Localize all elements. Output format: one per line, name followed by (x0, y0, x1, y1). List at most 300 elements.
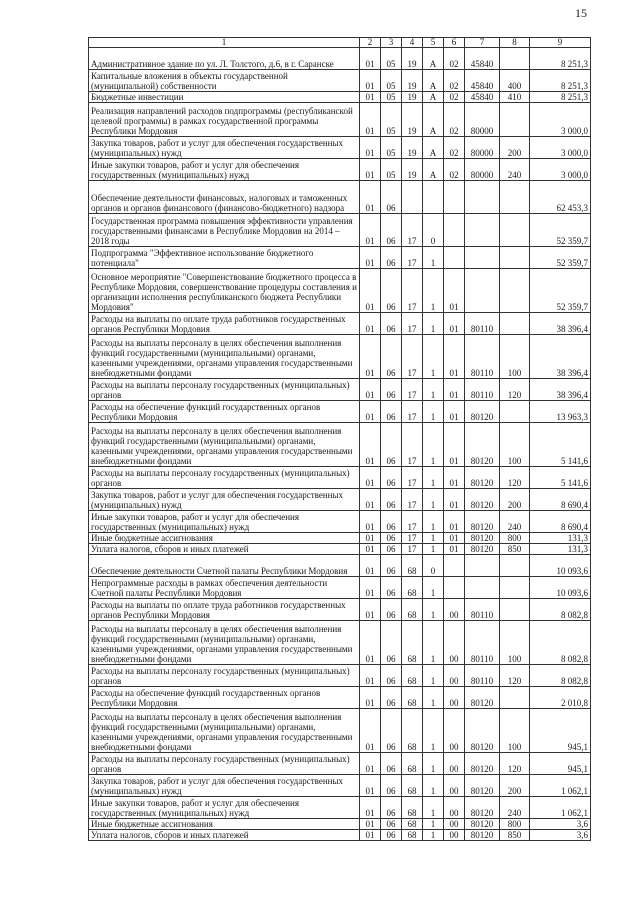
table-row (89, 214, 591, 247)
code-cell: 80120 (465, 423, 500, 467)
code-cell: 06 (381, 511, 402, 533)
table-row (89, 103, 591, 137)
row-name-cell: Иные закупки товаров, работ и услуг для обеспечения государственных (муниципальных) нужд (89, 159, 360, 181)
row-name-cell: Расходы на обеспечение функций государственных органов Республики Мордовия (89, 401, 360, 423)
code-cell: 1 (423, 709, 444, 753)
row-name-cell: Иные бюджетные ассигнования (89, 819, 360, 830)
code-cell: 19 (402, 137, 423, 159)
table-row (89, 819, 591, 830)
code-cell: 01 (360, 48, 381, 70)
code-cell: 19 (402, 159, 423, 181)
code-cell: 01 (444, 379, 465, 401)
code-cell: 240 (500, 159, 530, 181)
row-name-cell: Иные закупки товаров, работ и услуг для обеспечения государственных (муниципальных) нужд (89, 511, 360, 533)
amount-cell: 3,6 (530, 830, 591, 841)
row-name-cell: Реализация направлений расходов подпрограммы (республиканской целевой программы) в рамках государственной программы Республики Мордовия (89, 103, 360, 137)
code-cell: 68 (402, 687, 423, 709)
code-cell: 17 (402, 313, 423, 335)
row-name-cell: Иные бюджетные ассигнования (89, 533, 360, 544)
code-cell: 02 (444, 159, 465, 181)
code-cell: 02 (444, 48, 465, 70)
code-cell: 00 (444, 797, 465, 819)
amount-cell: 2 010,8 (530, 687, 591, 709)
code-cell: 02 (444, 137, 465, 159)
code-cell: 02 (444, 103, 465, 137)
code-cell: 06 (381, 555, 402, 577)
code-cell: 1 (423, 511, 444, 533)
code-cell: 17 (402, 467, 423, 489)
code-cell: 01 (444, 313, 465, 335)
code-cell: 01 (360, 423, 381, 467)
table-row (89, 467, 591, 489)
code-cell: 80110 (465, 665, 500, 687)
code-cell: 00 (444, 621, 465, 665)
amount-cell: 3 000,0 (530, 103, 591, 137)
code-cell (444, 577, 465, 599)
code-cell: 80120 (465, 709, 500, 753)
code-cell: 01 (360, 797, 381, 819)
code-cell: 80110 (465, 599, 500, 621)
row-name-cell: Закупка товаров, работ и услуг для обеспечения государственных (муниципальных) нужд (89, 489, 360, 511)
code-cell: 01 (360, 159, 381, 181)
code-cell: 00 (444, 830, 465, 841)
code-cell: 1 (423, 313, 444, 335)
code-cell (465, 247, 500, 269)
amount-cell: 62 453,3 (530, 181, 591, 214)
code-cell (444, 181, 465, 214)
code-cell: 01 (444, 335, 465, 379)
code-cell: 1 (423, 423, 444, 467)
code-cell: 05 (381, 70, 402, 92)
code-cell: 01 (360, 830, 381, 841)
code-cell (500, 103, 530, 137)
code-cell: 120 (500, 665, 530, 687)
code-cell: А (423, 137, 444, 159)
code-cell: 120 (500, 467, 530, 489)
code-cell: 01 (360, 544, 381, 555)
amount-cell: 8 251,3 (530, 48, 591, 70)
code-cell: 06 (381, 379, 402, 401)
code-cell: 01 (444, 467, 465, 489)
code-cell: 06 (381, 335, 402, 379)
column-header: 6 (444, 38, 465, 48)
table-row (89, 775, 591, 797)
code-cell: 850 (500, 544, 530, 555)
amount-cell: 38 396,4 (530, 313, 591, 335)
row-name-cell: Административное здание по ул. Л. Толстого, д.6, в г. Саранске (89, 48, 360, 70)
amount-cell: 5 141,6 (530, 467, 591, 489)
code-cell: 01 (360, 555, 381, 577)
code-cell: 68 (402, 819, 423, 830)
amount-cell: 38 396,4 (530, 335, 591, 379)
code-cell: 80110 (465, 379, 500, 401)
code-cell: 01 (444, 533, 465, 544)
code-cell: 01 (360, 709, 381, 753)
code-cell: 01 (444, 511, 465, 533)
code-cell (423, 181, 444, 214)
code-cell: А (423, 48, 444, 70)
code-cell: 17 (402, 214, 423, 247)
code-cell (465, 214, 500, 247)
code-cell: 17 (402, 533, 423, 544)
code-cell: 400 (500, 70, 530, 92)
code-cell: 17 (402, 489, 423, 511)
table-row (89, 753, 591, 775)
code-cell: 01 (360, 247, 381, 269)
row-name-cell: Расходы на выплаты персоналу государственных (муниципальных) органов (89, 665, 360, 687)
code-cell: 100 (500, 709, 530, 753)
amount-cell: 8 251,3 (530, 70, 591, 92)
code-cell: 200 (500, 489, 530, 511)
code-cell: 68 (402, 775, 423, 797)
code-cell: 17 (402, 544, 423, 555)
code-cell: 05 (381, 103, 402, 137)
amount-cell: 8 082,8 (530, 599, 591, 621)
code-cell: 01 (360, 489, 381, 511)
code-cell: 01 (444, 401, 465, 423)
code-cell: 17 (402, 423, 423, 467)
code-cell: 17 (402, 335, 423, 379)
code-cell: 06 (381, 819, 402, 830)
code-cell: 06 (381, 313, 402, 335)
amount-cell: 52 359,7 (530, 247, 591, 269)
code-cell: 01 (444, 489, 465, 511)
code-cell: 06 (381, 775, 402, 797)
code-cell: 06 (381, 830, 402, 841)
column-header: 9 (530, 38, 591, 48)
code-cell: 80120 (465, 687, 500, 709)
table-row (89, 137, 591, 159)
code-cell: 05 (381, 48, 402, 70)
row-name-cell: Бюджетные инвестиции (89, 92, 360, 103)
code-cell (500, 247, 530, 269)
code-cell: 100 (500, 423, 530, 467)
code-cell: 06 (381, 214, 402, 247)
code-cell: 17 (402, 379, 423, 401)
code-cell: 06 (381, 621, 402, 665)
table-row (89, 797, 591, 819)
amount-cell: 8 690,4 (530, 511, 591, 533)
amount-cell: 3 000,0 (530, 137, 591, 159)
code-cell: 19 (402, 92, 423, 103)
table-row (89, 247, 591, 269)
code-cell: 06 (381, 665, 402, 687)
code-cell: 80110 (465, 313, 500, 335)
code-cell: 68 (402, 555, 423, 577)
code-cell: 1 (423, 753, 444, 775)
code-cell: 01 (360, 70, 381, 92)
code-cell: 68 (402, 830, 423, 841)
code-cell: 19 (402, 70, 423, 92)
code-cell: 01 (360, 467, 381, 489)
row-name-cell: Уплата налогов, сборов и иных платежей (89, 830, 360, 841)
code-cell: 80110 (465, 335, 500, 379)
code-cell: 1 (423, 621, 444, 665)
code-cell: 17 (402, 511, 423, 533)
row-name-cell: Иные закупки товаров, работ и услуг для обеспечения государственных (муниципальных) нужд (89, 797, 360, 819)
code-cell: 06 (381, 577, 402, 599)
column-header: 7 (465, 38, 500, 48)
code-cell: 01 (360, 214, 381, 247)
code-cell: 1 (423, 401, 444, 423)
code-cell: 06 (381, 544, 402, 555)
code-cell: 01 (360, 687, 381, 709)
amount-cell: 8 251,3 (530, 92, 591, 103)
amount-cell: 131,3 (530, 533, 591, 544)
code-cell: 45840 (465, 48, 500, 70)
code-cell: 02 (444, 70, 465, 92)
code-cell: 850 (500, 830, 530, 841)
code-cell: 100 (500, 335, 530, 379)
code-cell: 1 (423, 599, 444, 621)
code-cell: 68 (402, 577, 423, 599)
code-cell: 240 (500, 511, 530, 533)
code-cell: 01 (444, 269, 465, 313)
code-cell: 80120 (465, 533, 500, 544)
code-cell (465, 269, 500, 313)
code-cell: 01 (360, 137, 381, 159)
code-cell: А (423, 103, 444, 137)
amount-cell: 10 093,6 (530, 555, 591, 577)
code-cell: 01 (360, 92, 381, 103)
code-cell: 06 (381, 797, 402, 819)
table-row (89, 544, 591, 555)
amount-cell: 5 141,6 (530, 423, 591, 467)
code-cell: 05 (381, 137, 402, 159)
code-cell: 06 (381, 423, 402, 467)
amount-cell: 131,3 (530, 544, 591, 555)
code-cell: 01 (360, 621, 381, 665)
code-cell: 06 (381, 599, 402, 621)
amount-cell: 945,1 (530, 709, 591, 753)
code-cell (465, 577, 500, 599)
code-cell: 01 (360, 533, 381, 544)
code-cell: 01 (360, 819, 381, 830)
table-row (89, 423, 591, 467)
code-cell: 80120 (465, 544, 500, 555)
code-cell: 1 (423, 819, 444, 830)
code-cell: 00 (444, 709, 465, 753)
page-number: 15 (575, 6, 587, 20)
column-header: 5 (423, 38, 444, 48)
table-row (89, 181, 591, 214)
table-row (89, 159, 591, 181)
code-cell: 1 (423, 797, 444, 819)
amount-cell: 1 062,1 (530, 797, 591, 819)
code-cell: 06 (381, 181, 402, 214)
code-cell: 68 (402, 599, 423, 621)
code-cell: 06 (381, 401, 402, 423)
row-name-cell: Расходы на выплаты персоналу в целях обеспечения выполнения функций государственными (муниципальными) органами, казенными учреждениями, органами управления государственными внебюджетными фондами (89, 335, 360, 379)
code-cell: 01 (444, 544, 465, 555)
code-cell (444, 214, 465, 247)
amount-cell: 38 396,4 (530, 379, 591, 401)
code-cell: 17 (402, 269, 423, 313)
row-name-cell: Расходы на выплаты персоналу в целях обеспечения выполнения функций государственными (муниципальными) органами, казенными учреждениями, органами управления государственными внебюджетными фондами (89, 423, 360, 467)
code-cell: 80000 (465, 103, 500, 137)
table-row (89, 687, 591, 709)
code-cell: 06 (381, 247, 402, 269)
code-cell: 19 (402, 48, 423, 70)
code-cell (500, 269, 530, 313)
table-row (89, 665, 591, 687)
amount-cell: 13 963,3 (530, 401, 591, 423)
amount-cell: 52 359,7 (530, 269, 591, 313)
code-cell: 120 (500, 379, 530, 401)
table-row (89, 599, 591, 621)
code-cell: 68 (402, 709, 423, 753)
code-cell: 1 (423, 775, 444, 797)
code-cell: 01 (444, 423, 465, 467)
code-cell (465, 181, 500, 214)
code-cell: 01 (360, 313, 381, 335)
table-row (89, 511, 591, 533)
code-cell: 06 (381, 467, 402, 489)
code-cell: 01 (360, 379, 381, 401)
code-cell: 05 (381, 159, 402, 181)
code-cell: 0 (423, 555, 444, 577)
row-name-cell: Обеспечение деятельности Счетной палаты Республики Мордовия (89, 555, 360, 577)
row-name-cell: Расходы на выплаты персоналу государственных (муниципальных) органов (89, 379, 360, 401)
row-name-cell: Закупка товаров, работ и услуг для обеспечения государственных (муниципальных) нужд (89, 775, 360, 797)
code-cell: 1 (423, 269, 444, 313)
amount-cell: 3,6 (530, 819, 591, 830)
table-row (89, 70, 591, 92)
code-cell: 00 (444, 665, 465, 687)
code-cell: 17 (402, 247, 423, 269)
code-cell: 00 (444, 599, 465, 621)
table-row (89, 335, 591, 379)
code-cell: 01 (360, 335, 381, 379)
amount-cell: 8 082,8 (530, 665, 591, 687)
code-cell: 05 (381, 92, 402, 103)
code-cell: 1 (423, 467, 444, 489)
code-cell: 100 (500, 621, 530, 665)
code-cell: 200 (500, 775, 530, 797)
code-cell: 1 (423, 379, 444, 401)
code-cell (500, 599, 530, 621)
code-cell (500, 687, 530, 709)
code-cell: 06 (381, 709, 402, 753)
code-cell: 800 (500, 819, 530, 830)
code-cell: 01 (360, 269, 381, 313)
code-cell: 01 (360, 753, 381, 775)
code-cell: А (423, 159, 444, 181)
row-name-cell: Основное мероприятие "Совершенствование бюджетного процесса в Республике Мордовия, совершенствование процедуры составления и организации исполнения республиканского бюджета Республики Мордовия" (89, 269, 360, 313)
amount-cell: 1 062,1 (530, 775, 591, 797)
code-cell: А (423, 70, 444, 92)
amount-cell: 945,1 (530, 753, 591, 775)
table-row (89, 555, 591, 577)
row-name-cell: Государственная программа повышения эффективности управления государственными финансами в Республике Мордовия на 2014 – 2018 годы (89, 214, 360, 247)
column-header: 2 (360, 38, 381, 48)
table-row (89, 621, 591, 665)
code-cell (402, 181, 423, 214)
code-cell: 80120 (465, 797, 500, 819)
row-name-cell: Капитальные вложения в объекты государственной (муниципальной) собственности (89, 70, 360, 92)
code-cell: 45840 (465, 92, 500, 103)
row-name-cell: Расходы на выплаты по оплате труда работников государственных органов Республики Мордовия (89, 313, 360, 335)
code-cell: 80000 (465, 159, 500, 181)
code-cell: 80120 (465, 775, 500, 797)
code-cell: 06 (381, 489, 402, 511)
amount-cell: 8 690,4 (530, 489, 591, 511)
code-cell: 02 (444, 92, 465, 103)
code-cell: 80120 (465, 830, 500, 841)
code-cell: А (423, 92, 444, 103)
amount-cell: 52 359,7 (530, 214, 591, 247)
code-cell: 1 (423, 489, 444, 511)
amount-cell: 10 093,6 (530, 577, 591, 599)
column-header: 1 (89, 38, 360, 48)
code-cell: 68 (402, 753, 423, 775)
table-row (89, 48, 591, 70)
column-header: 3 (381, 38, 402, 48)
code-cell: 1 (423, 335, 444, 379)
code-cell: 68 (402, 665, 423, 687)
table-row (89, 269, 591, 313)
table-row (89, 577, 591, 599)
table-row (89, 489, 591, 511)
code-cell: 68 (402, 621, 423, 665)
code-cell: 06 (381, 753, 402, 775)
code-cell: 80000 (465, 137, 500, 159)
code-cell: 00 (444, 819, 465, 830)
code-cell: 01 (360, 103, 381, 137)
code-cell: 80120 (465, 467, 500, 489)
code-cell: 1 (423, 830, 444, 841)
row-name-cell: Обеспечение деятельности финансовых, налоговых и таможенных органов и органов финансового (финансово-бюджетного) надзора (89, 181, 360, 214)
code-cell: 01 (360, 511, 381, 533)
code-cell: 01 (360, 599, 381, 621)
table-row (89, 709, 591, 753)
code-cell: 06 (381, 269, 402, 313)
code-cell (444, 247, 465, 269)
code-cell: 80110 (465, 621, 500, 665)
code-cell: 1 (423, 577, 444, 599)
code-cell: 01 (360, 577, 381, 599)
code-cell (500, 401, 530, 423)
code-cell: 80120 (465, 489, 500, 511)
code-cell: 45840 (465, 70, 500, 92)
code-cell: 120 (500, 753, 530, 775)
code-cell (500, 555, 530, 577)
code-cell: 17 (402, 401, 423, 423)
row-name-cell: Закупка товаров, работ и услуг для обеспечения государственных (муниципальных) нужд (89, 137, 360, 159)
amount-cell: 3 000,0 (530, 159, 591, 181)
code-cell: 06 (381, 533, 402, 544)
code-cell: 0 (423, 214, 444, 247)
code-cell: 00 (444, 687, 465, 709)
code-cell (500, 214, 530, 247)
code-cell: 06 (381, 687, 402, 709)
code-cell (500, 181, 530, 214)
table-row (89, 830, 591, 841)
code-cell (465, 555, 500, 577)
code-cell: 19 (402, 103, 423, 137)
code-cell: 00 (444, 753, 465, 775)
code-cell: 01 (360, 775, 381, 797)
table-row (89, 401, 591, 423)
code-cell (500, 577, 530, 599)
code-cell: 1 (423, 247, 444, 269)
code-cell (500, 313, 530, 335)
code-cell: 1 (423, 687, 444, 709)
row-name-cell: Расходы на выплаты персоналу в целях обеспечения выполнения функций государственными (муниципальными) органами, казенными учреждениями, органами управления государственными внебюджетными фондами (89, 709, 360, 753)
table-row (89, 92, 591, 103)
table-header-row (89, 38, 591, 48)
code-cell: 800 (500, 533, 530, 544)
